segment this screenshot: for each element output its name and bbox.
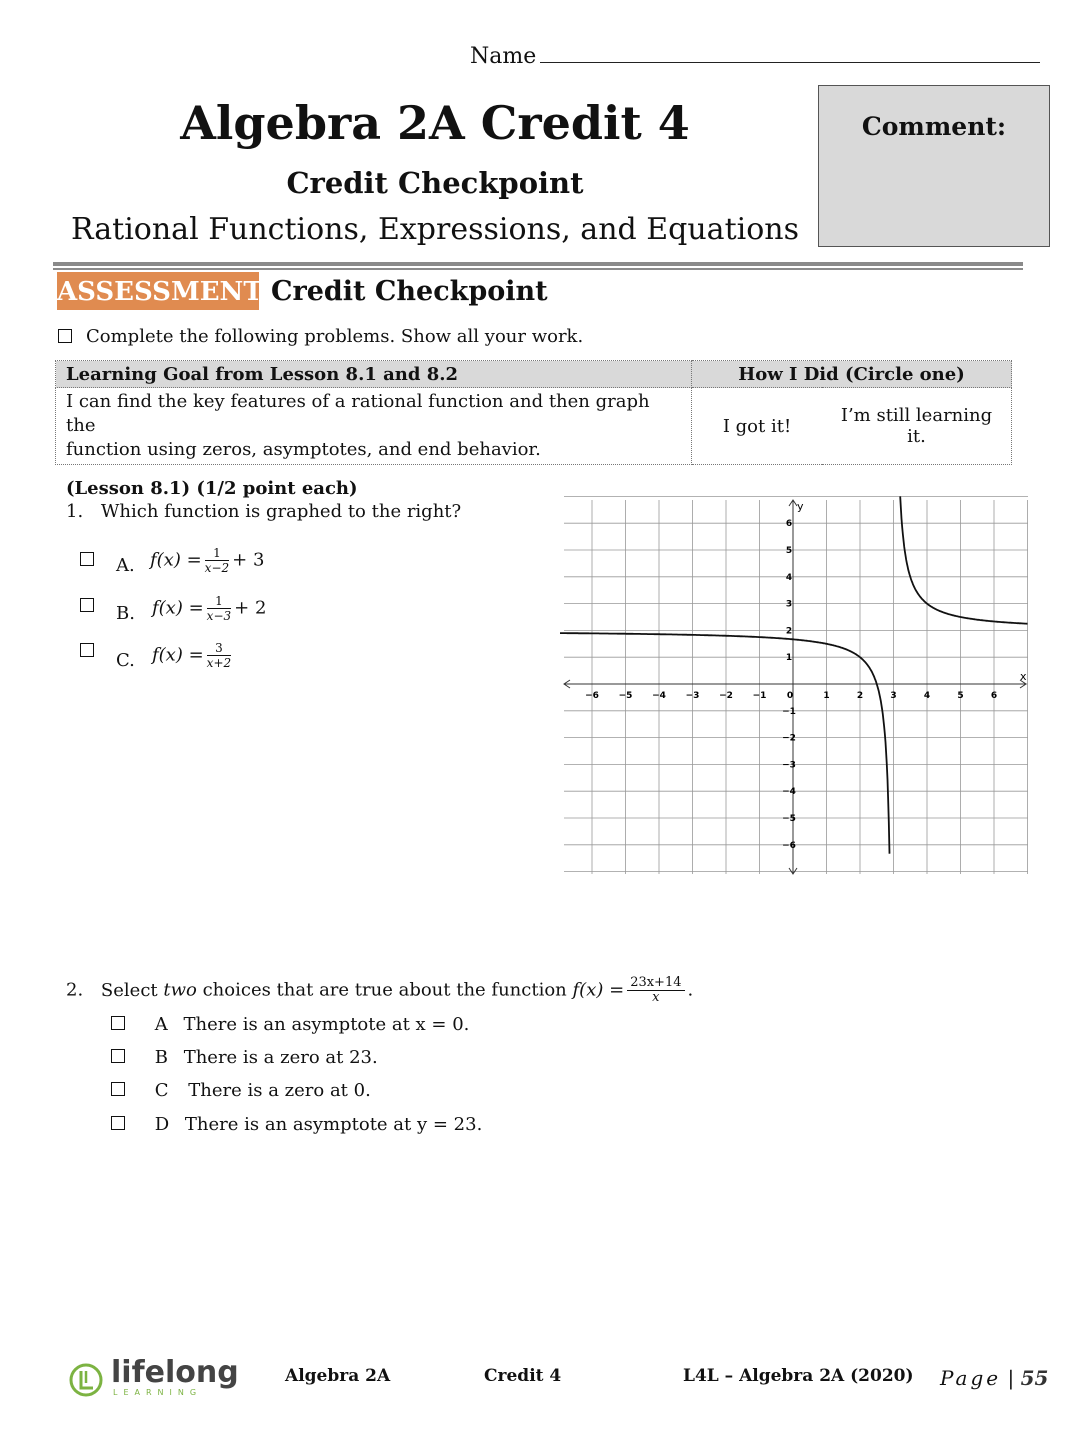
goal-line-2: function using zeros, asymptotes, and end behavior. xyxy=(66,439,541,460)
y-tick-label: 5 xyxy=(785,546,793,556)
y-axis-label: y xyxy=(797,500,804,513)
q2-option-d[interactable] xyxy=(111,1114,482,1135)
y-tick-label: 2 xyxy=(785,626,793,637)
y-tick-label: 3 xyxy=(785,599,793,610)
q2-option-b[interactable] xyxy=(111,1047,378,1068)
y-tick-label: 1 xyxy=(785,653,793,664)
q1-number: 1. xyxy=(66,501,84,522)
page-label: Page xyxy=(940,1366,1002,1390)
x-tick-label: −6 xyxy=(585,691,599,701)
q2-option-c-checkbox[interactable] xyxy=(111,1082,125,1096)
x-tick-label: −2 xyxy=(719,691,733,701)
page-title: Algebra 2A Credit 4 xyxy=(180,96,690,150)
y-tick-label: −6 xyxy=(782,840,796,851)
logo-subtext: LEARNING xyxy=(113,1388,203,1397)
q1-prompt: Which function is graphed to the right? xyxy=(100,501,462,522)
question-2 xyxy=(66,976,693,1005)
q2-option-b-text: There is a zero at 23. xyxy=(183,1047,378,1068)
comment-box xyxy=(818,85,1050,247)
q2-number: 2. xyxy=(66,979,84,1001)
page-topic: Rational Functions, Expressions, and Equations xyxy=(70,212,799,247)
q1-option-c-checkbox[interactable] xyxy=(80,643,94,657)
q2-option-a-letter: A xyxy=(154,1014,168,1035)
name-label: Name xyxy=(470,44,537,69)
q2-prompt-post: choices that are true about the function xyxy=(202,979,567,1001)
name-field[interactable] xyxy=(470,42,1040,69)
y-tick-label: −4 xyxy=(782,787,796,798)
q1-option-b-formula: f(x) = $\frac{1}{x-3}$ + 2 xyxy=(152,594,267,623)
q1-option-a-formula: f(x) = $\frac{1}{x-2}$ + 3 xyxy=(150,546,265,575)
logo-text: lifelong xyxy=(111,1355,239,1390)
x-tick-label: 6 xyxy=(990,691,998,701)
curve-right-branch xyxy=(900,496,1027,623)
instruction-text: Complete the following problems. Show all your work. xyxy=(86,326,584,347)
how-i-did-header: How I Did (Circle one) xyxy=(692,361,1012,388)
y-tick-label: −2 xyxy=(782,733,796,744)
question-1 xyxy=(66,501,461,522)
q1-option-c-letter: C. xyxy=(116,650,135,671)
q2-option-a[interactable] xyxy=(111,1014,469,1035)
x-axis-label: x xyxy=(1020,670,1027,683)
lifelong-logo-icon xyxy=(69,1363,103,1397)
y-tick-label: 4 xyxy=(785,572,793,583)
x-tick-label: 5 xyxy=(957,691,964,701)
q2-prompt-em: two xyxy=(163,979,197,1001)
y-tick-label: 6 xyxy=(785,519,793,530)
divider-thin xyxy=(53,268,1023,270)
y-tick-label: −5 xyxy=(782,814,796,824)
q2-option-d-text: There is an asymptote at y = 23. xyxy=(184,1114,483,1135)
x-tick-label: −1 xyxy=(752,691,767,701)
divider xyxy=(53,262,1023,266)
q2-func-lhs: f(x) = xyxy=(572,979,625,1001)
q1-option-b-checkbox[interactable] xyxy=(80,598,94,612)
rational-function-graph xyxy=(560,496,1032,878)
x-tick-label: 1 xyxy=(823,691,830,701)
x-tick-label: −5 xyxy=(618,691,633,701)
q1-option-a-checkbox[interactable] xyxy=(80,552,94,566)
q2-option-a-checkbox[interactable] xyxy=(111,1016,125,1030)
goal-text xyxy=(56,388,692,465)
goal-header: Learning Goal from Lesson 8.1 and 8.2 xyxy=(56,361,692,388)
q1-option-c-formula: f(x) = $\frac{3}{x+2}$ xyxy=(152,641,232,670)
page-number: Page | 55 xyxy=(940,1366,1049,1390)
instruction-checkbox[interactable] xyxy=(58,329,72,343)
y-tick-label: −3 xyxy=(782,760,796,771)
page-num: 55 xyxy=(1020,1366,1049,1390)
x-tick-label: −3 xyxy=(685,691,700,701)
q2-option-c-text: There is a zero at 0. xyxy=(188,1080,371,1101)
curve-left-branch xyxy=(560,633,890,854)
footer-program: L4L – Algebra 2A (2020) xyxy=(683,1366,914,1386)
footer-credit: Credit 4 xyxy=(484,1366,562,1386)
instruction-row xyxy=(58,326,583,347)
x-tick-label: 2 xyxy=(856,691,864,701)
q1-option-a-letter: A. xyxy=(116,555,135,576)
q1-option-a[interactable] xyxy=(80,546,380,588)
x-tick-label: 0 xyxy=(786,691,794,701)
x-tick-label: 3 xyxy=(890,691,897,701)
q1-option-c[interactable] xyxy=(80,643,380,679)
q1-option-b-letter: B. xyxy=(116,603,135,624)
q1-option-b[interactable] xyxy=(80,594,380,634)
page-subtitle: Credit Checkpoint xyxy=(286,166,584,200)
q2-prompt-pre: Select xyxy=(100,979,158,1001)
choice-still-learning[interactable]: I’m still learning it. xyxy=(822,388,1012,465)
footer-course: Algebra 2A xyxy=(285,1366,391,1386)
choice-got-it[interactable]: I got it! xyxy=(692,388,823,465)
q2-func-fraction: $\frac{23x+14}{x}$ xyxy=(627,976,684,1005)
goal-line-1: I can find the key features of a rational function and then graph the xyxy=(66,391,650,436)
q2-option-a-text: There is an asymptote at x = 0. xyxy=(183,1014,470,1035)
comment-label: Comment: xyxy=(861,112,1007,141)
q2-period: . xyxy=(687,979,694,1001)
q2-option-b-letter: B xyxy=(154,1047,168,1068)
q2-option-b-checkbox[interactable] xyxy=(111,1049,125,1063)
q2-option-c-letter: C xyxy=(154,1080,169,1101)
learning-goal-table xyxy=(55,360,1012,465)
x-tick-label: −4 xyxy=(652,691,666,701)
q2-option-d-checkbox[interactable] xyxy=(111,1116,125,1130)
y-tick-label: −1 xyxy=(782,706,796,717)
x-tick-label: 4 xyxy=(923,691,931,701)
lesson-label: (Lesson 8.1) (1/2 point each) xyxy=(66,478,358,499)
section-title: Credit Checkpoint xyxy=(271,276,548,307)
q2-option-c[interactable] xyxy=(111,1080,371,1101)
q2-option-d-letter: D xyxy=(154,1114,170,1135)
name-line[interactable] xyxy=(540,42,1040,63)
assessment-badge: ASSESSMENT xyxy=(57,272,259,310)
